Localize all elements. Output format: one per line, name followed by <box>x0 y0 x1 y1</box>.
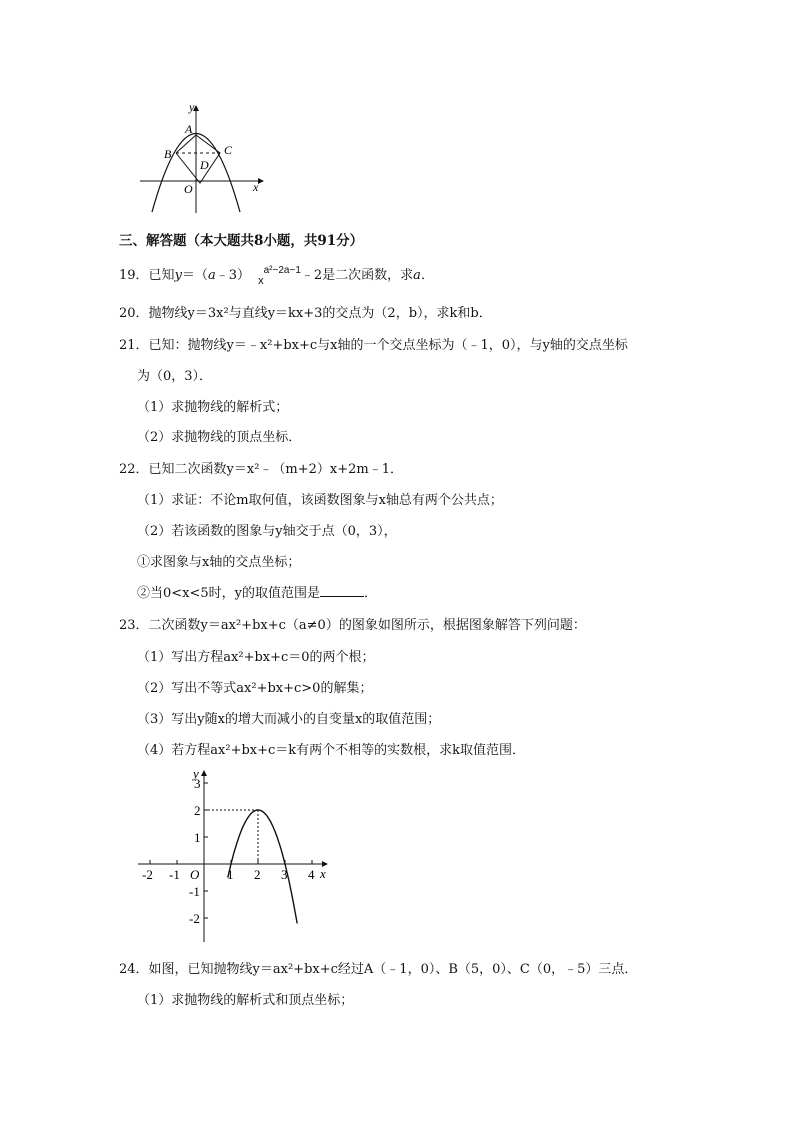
question-19 <box>119 264 434 287</box>
q21-line1: 已知：抛物线y＝﹣x²+bx+c与x轴的一个交点坐标为（﹣1，0），与y轴的交点坐标 <box>148 338 628 353</box>
q23-number: 23． <box>119 618 149 633</box>
q19-a2: a <box>413 268 421 283</box>
question-23 <box>119 614 586 633</box>
fig2-y-tick-label: -1 <box>189 884 200 899</box>
q22-text: 已知二次函数y＝x²﹣（m+2）x+2m﹣1． <box>148 462 404 477</box>
q22-sub1: ①求图象与x轴的交点坐标； <box>137 555 301 570</box>
q22-sub2-text: ②当0<x<5时，y的取值范围是 <box>137 586 321 601</box>
fig2-y-tick-label: 1 <box>194 830 201 845</box>
q23-part3: （3）写出y随x的增大而减小的自变量x的取值范围； <box>137 712 441 727</box>
fig1-x-arrow-icon <box>258 178 264 184</box>
q20-number: 20． <box>119 306 149 321</box>
q19-end: ． <box>420 268 434 283</box>
fig2-y-tick-label: -2 <box>189 911 200 926</box>
q22-answer-blank <box>320 584 364 597</box>
q22-sub2 <box>137 582 377 601</box>
fig2-x-tick-label: -2 <box>142 867 153 882</box>
fig1-x-label: x <box>253 180 259 194</box>
fig2-y-arrow-icon <box>201 770 207 776</box>
q19-a1: a <box>207 268 216 283</box>
q23-part2: （2）写出不等式ax²+bx+c>0的解集； <box>137 681 373 696</box>
q19-exponent: a²−2a−1 <box>263 265 301 276</box>
q24-text: 如图，已知抛物线y＝ax²+bx+c经过A（﹣1，0）、B（5，0）、C（0，﹣5）三点． <box>148 962 638 977</box>
figure-2-graph <box>132 762 337 947</box>
fig2-x-tick-label: 3 <box>281 867 288 882</box>
fig2-y-label: y <box>193 766 199 781</box>
question-20 <box>119 302 492 321</box>
fig1-origin-label: O <box>184 182 193 196</box>
q23-part1: （1）写出方程ax²+bx+c＝0的两个根； <box>137 650 375 665</box>
fig2-origin-label: O <box>190 867 200 882</box>
fig1-point-a-label: A <box>185 122 193 136</box>
q21-part2: （2）求抛物线的顶点坐标． <box>137 430 302 445</box>
q19-number: 19． <box>119 268 149 283</box>
q23-part4: （4）若方程ax²+bx+c＝k有两个不相等的实数根，求k取值范围． <box>137 743 526 758</box>
figure-1-parabola <box>140 95 280 220</box>
q21-part1: （1）求抛物线的解析式； <box>137 400 289 415</box>
fig1-point-d-label: D <box>200 158 209 172</box>
fig2-x-tick-label: 4 <box>308 867 315 882</box>
q20-text: 抛物线y＝3x²与直线y＝kx+3的交点为（2，b），求k和b． <box>148 306 492 321</box>
q22-part2: （2）若该函数的图象与y轴交于点（0，3）， <box>137 524 397 539</box>
q19-eq: ＝（ <box>181 268 208 283</box>
question-22 <box>119 458 403 477</box>
fig2-x-tick-label: -1 <box>169 867 180 882</box>
q21-line2: 为（0，3）． <box>137 369 213 384</box>
fig2-y-tick-label: 3 <box>194 776 201 791</box>
q19-x: x <box>258 275 264 287</box>
fig1-point-c-label: C <box>224 143 233 157</box>
q22-sub2-end: ． <box>364 586 378 601</box>
q22-number: 22． <box>119 462 149 477</box>
question-24 <box>119 958 637 977</box>
fig2-y-tick-label: 2 <box>194 803 201 818</box>
q19-post: ﹣2是二次函数，求 <box>300 268 414 283</box>
q21-number: 21． <box>119 338 149 353</box>
q19-y: y <box>174 268 182 283</box>
section-heading: 三、解答题（本大题共8小题，共91分） <box>119 233 364 249</box>
q19-pre: 已知 <box>148 268 175 283</box>
fig2-x-tick-label: 1 <box>227 867 234 882</box>
q19-mid: ﹣3） <box>215 268 250 283</box>
q24-part1: （1）求抛物线的解析式和顶点坐标； <box>137 993 354 1008</box>
fig1-point-b-label: B <box>164 147 172 161</box>
fig2-x-tick-label: 2 <box>254 867 261 882</box>
question-21 <box>119 334 628 353</box>
fig1-quadrilateral <box>176 135 220 183</box>
q22-part1: （1）求证：不论m取何值，该函数图象与x轴总有两个公共点； <box>137 493 503 508</box>
q23-text: 二次函数y＝ax²+bx+c（a≠0）的图象如图所示，根据图象解答下列问题： <box>148 618 586 633</box>
fig2-x-label: x <box>320 866 326 881</box>
fig1-y-label: y <box>189 100 195 114</box>
q24-number: 24． <box>119 962 149 977</box>
